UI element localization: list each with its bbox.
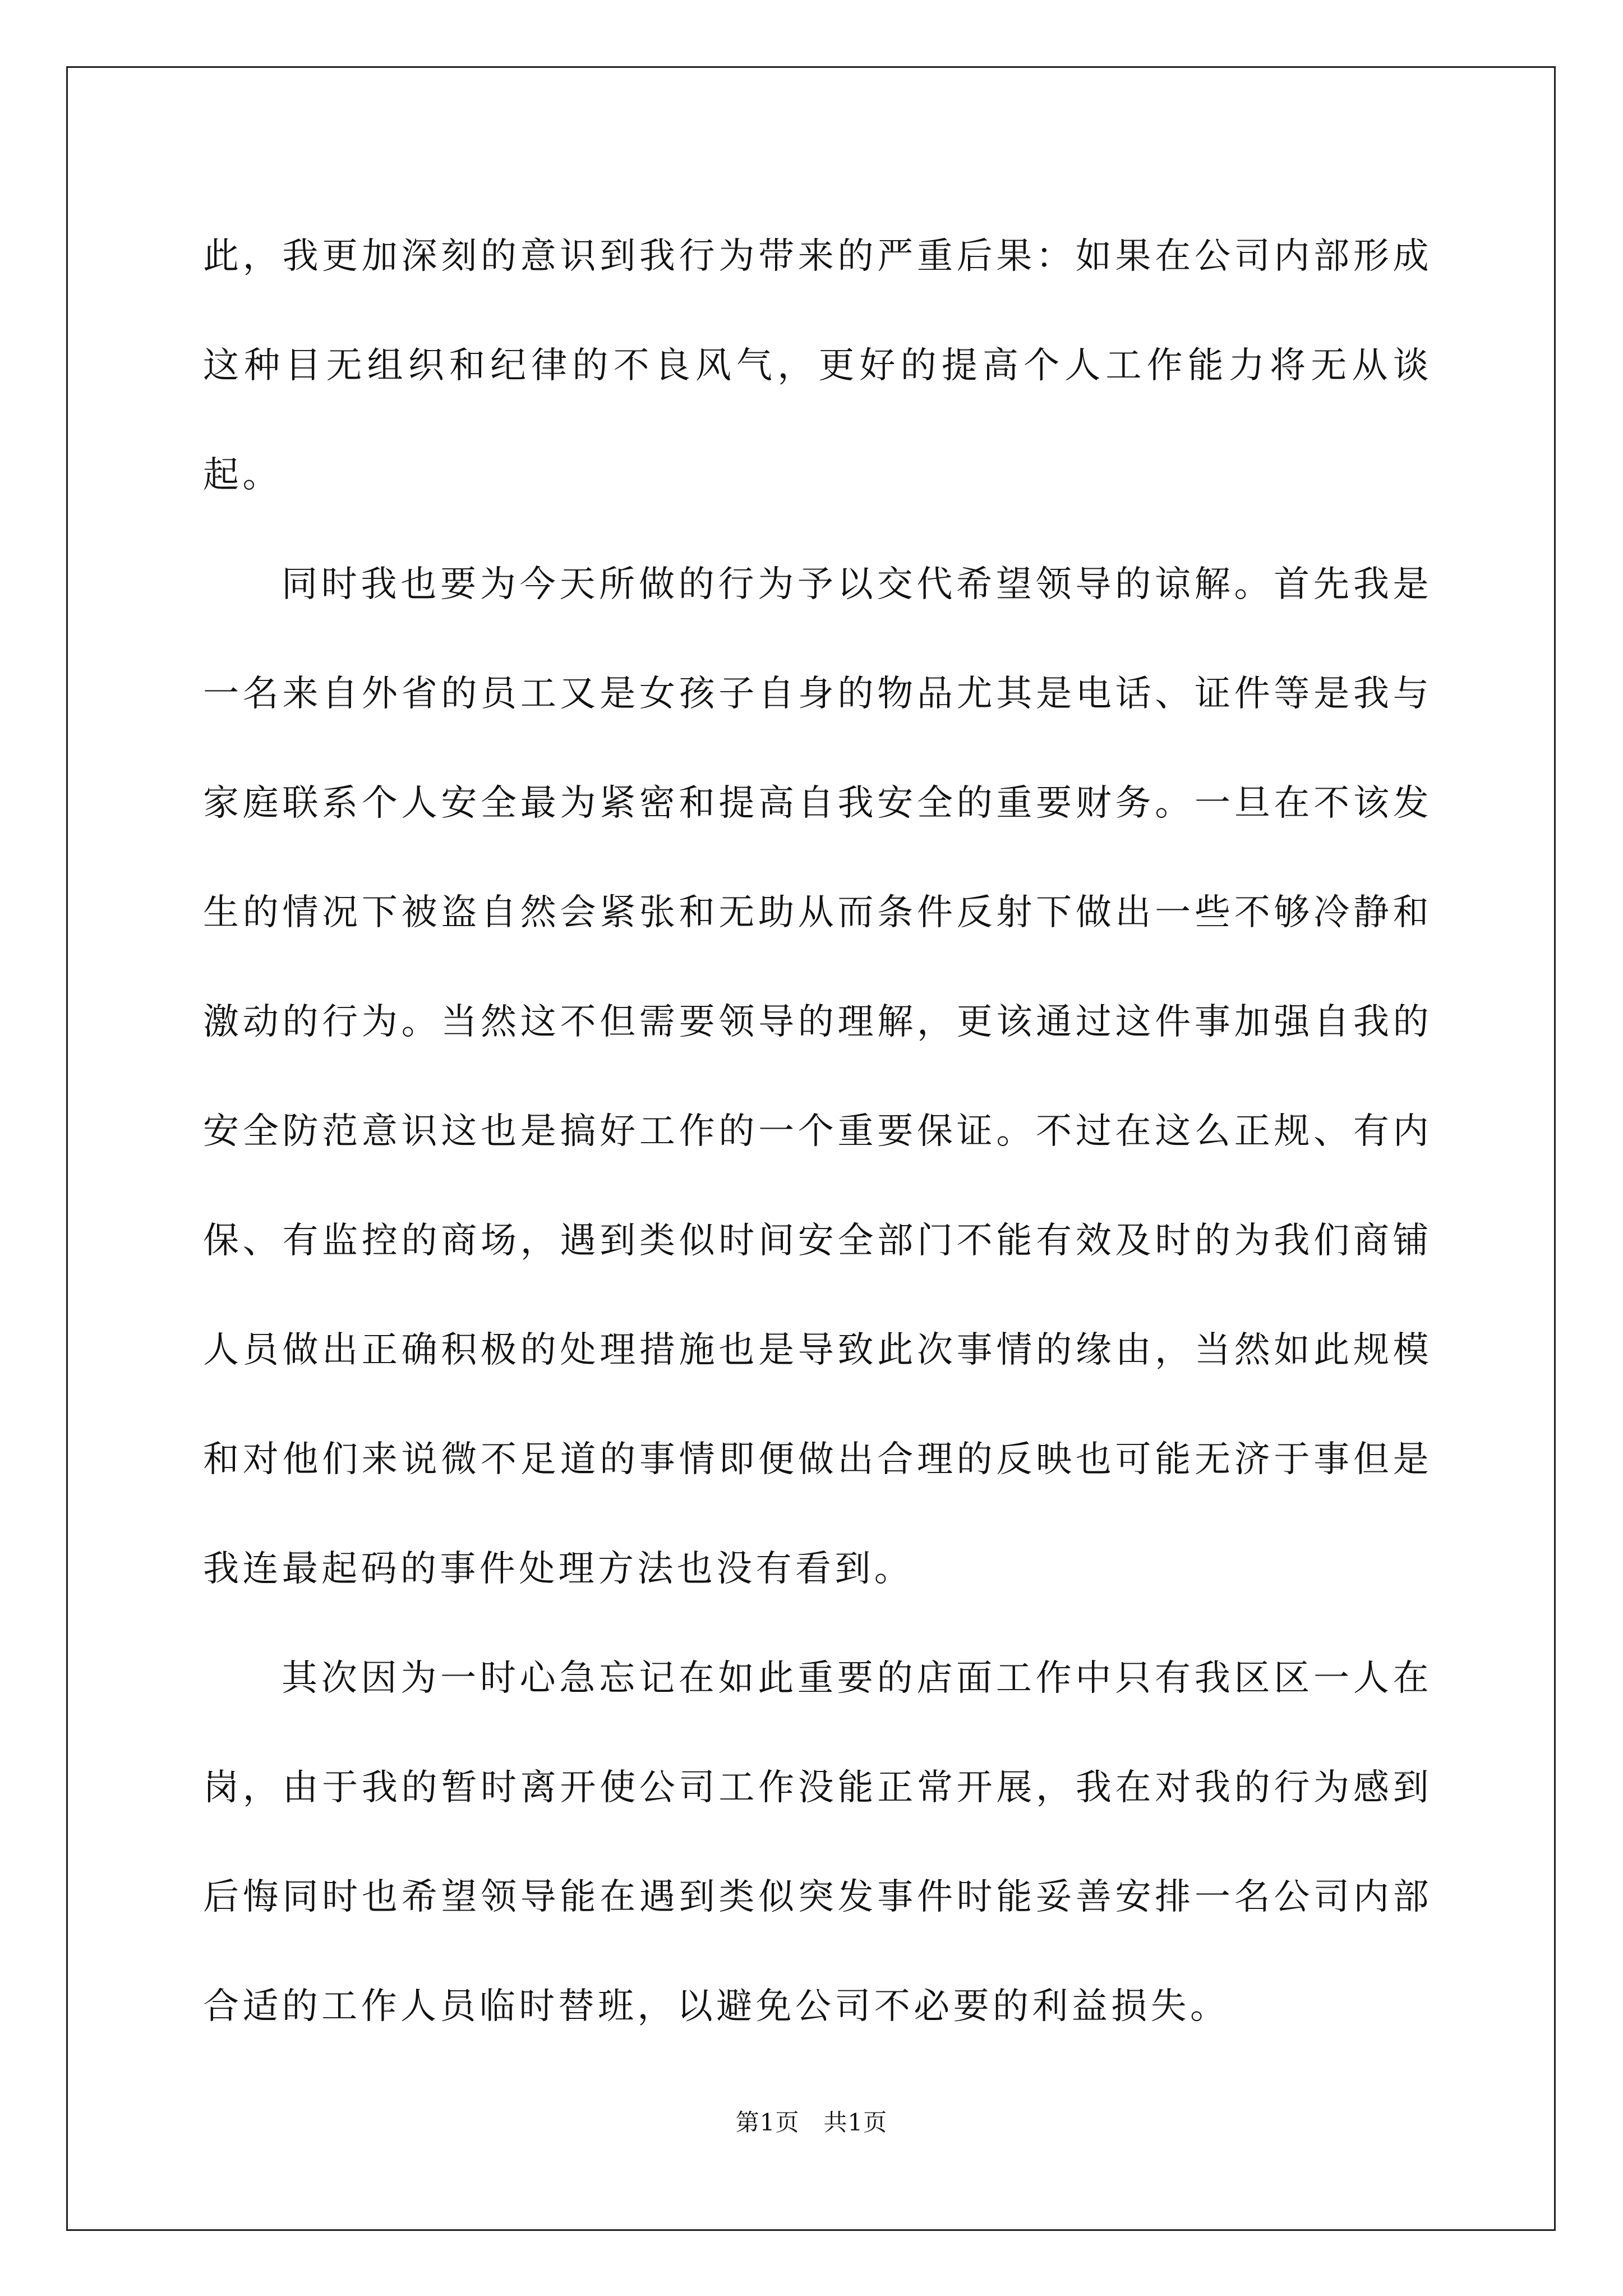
page-number-label: 第1页 共1页 [735,2109,888,2136]
paragraph-3: 其次因为一时心急忘记在如此重要的店面工作中只有我区区一人在岗，由于我的暂时离开使公司工作没能正常开展，我在对我的行为感到后悔同时也希望领导能在遇到类似突发事件时能妥善安排一名公司内部合适的工作人员临时替班，以避免公司不必要的利益损失。 [203,1658,1432,2027]
paragraph-2: 同时我也要为今天所做的行为予以交代希望领导的谅解。首先我是一名来自外省的员工又是女孩子自身的物品尤其是电话、证件等是我与家庭联系个人安全最为紧密和提高自我安全的重要财务。一旦在不该发生的情况下被盗自然会紧张和无助从而条件反射下做出一些不够冷静和激动的行为。当然这不但需要领导的理解，更该通过这件事加强自我的安全防范意识这也是搞好工作的一个重要保证。不过在这么正规、有内保、有监控的商场，遇到类似时间安全部门不能有效及时的为我们商铺人员做出正确积极的处理措施也是导致此次事情的缘由，当然如此规模和对他们来说微不足道的事情即便做出合理的反映也可能无济于事但是我连最起码的事件处理方法也没有看到。 [203,564,1432,1590]
paragraph-1: 此，我更加深刻的意识到我行为带来的严重后果：如果在公司内部形成这种目无组织和纪律的不良风气，更好的提高个人工作能力将无从谈起。 [203,236,1432,496]
page-footer [0,2106,1623,2139]
document-body [203,202,1432,2062]
